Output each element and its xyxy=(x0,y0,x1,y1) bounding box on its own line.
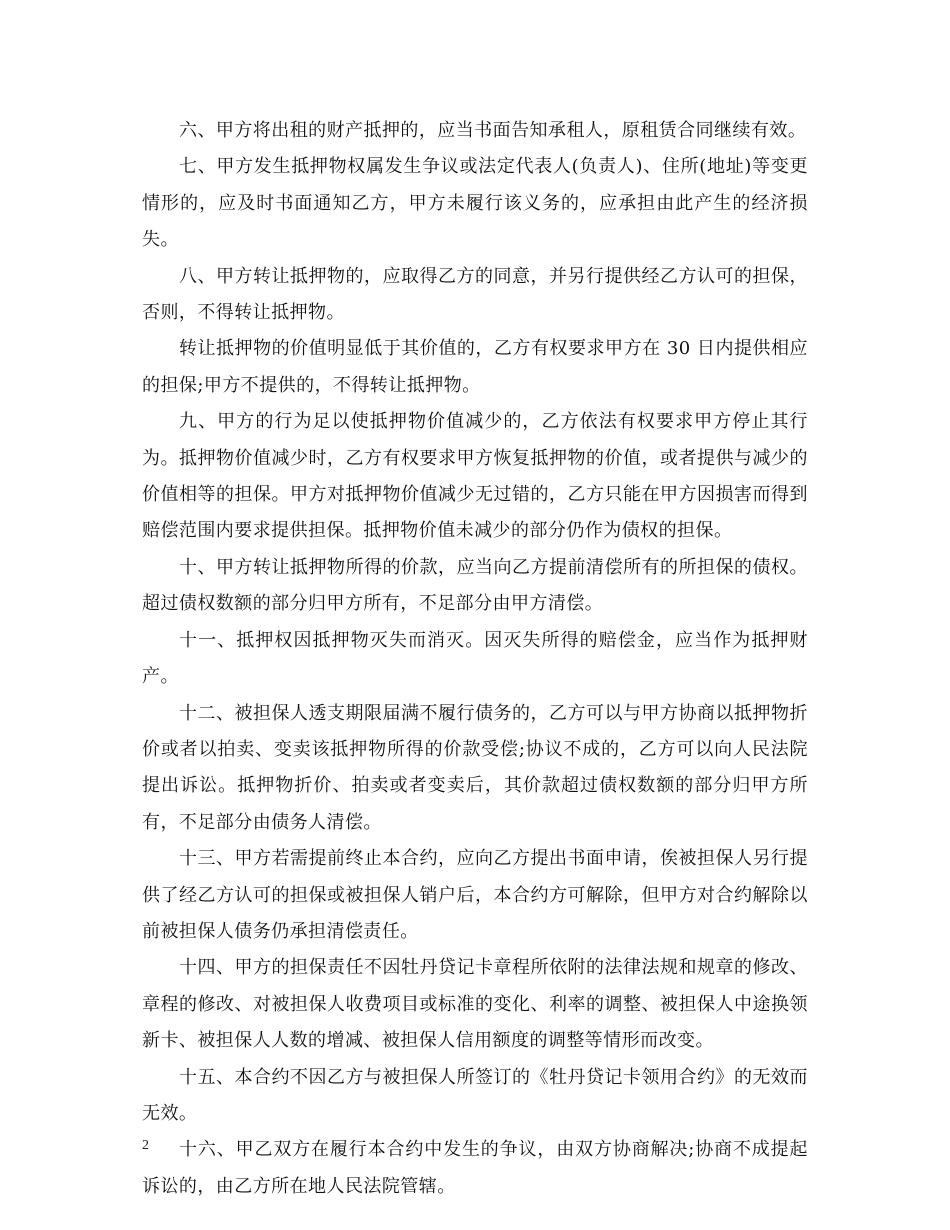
clause-13-paragraph: 十三、甲方若需提前终止本合约，应向乙方提出书面申请，俟被担保人另行提供了经乙方认可的担保或被担保人销户后，本合约方可解除，但甲方对合约解除以前被担保人债务仍承担清偿责任。 xyxy=(142,848,808,942)
clause-16-paragraph: 十六、甲乙双方在履行本合约中发生的争议，由双方协商解决;协商不成提起诉讼的，由乙方所在地人民法院管辖。 xyxy=(142,1139,808,1197)
document-body xyxy=(142,113,808,1205)
clause-7-paragraph: 七、甲方发生抵押物权属发生争议或法定代表人(负责人)、住所(地址)等变更情形的，应及时书面通知乙方，甲方未履行该义务的，应承担由此产生的经济损失。 xyxy=(142,156,808,251)
clause-11-paragraph: 十一、抵押权因抵押物灭失而消灭。因灭失所得的赔偿金，应当作为抵押财产。 xyxy=(142,629,808,688)
clause-14-paragraph: 十四、甲方的担保责任不因牡丹贷记卡章程所依附的法律法规和规章的修改、章程的修改、对被担保人收费项目或标准的变化、利率的调整、被担保人中途换领新卡、被担保人人数的增减、被担保人信用额度的调整等情形而改变。 xyxy=(142,957,808,1052)
clause-15-paragraph: 十五、本合约不因乙方与被担保人所签订的《牡丹贷记卡领用合约》的无效而无效。 xyxy=(142,1066,808,1124)
clause-8-continuation-paragraph: 转让抵押物的价值明显低于其价值的，乙方有权要求甲方在 30 日内提供相应的担保;甲方不提供的，不得转让抵押物。 xyxy=(142,338,808,396)
clause-12-paragraph: 十二、被担保人透支期限届满不履行债务的，乙方可以与甲方协商以抵押物折价或者以拍卖、变卖该抵押物所得的价款受偿;协议不成的，乙方可以向人民法院提出诉讼。抵押物折价、拍卖或者变卖后，其价款超过债权数额的部分归甲方所有，不足部分由债务人清偿。 xyxy=(142,702,808,833)
clause-9-paragraph: 九、甲方的行为足以使抵押物价值减少的，乙方依法有权要求甲方停止其行为。抵押物价值减少时，乙方有权要求甲方恢复抵押物的价值，或者提供与减少的价值相等的担保。甲方对抵押物价值减少无过错的，乙方只能在甲方因损害而得到赔偿范围内要求提供担保。抵押物价值未减少的部分仍作为债权的担保。 xyxy=(142,411,808,542)
page-number: 2 xyxy=(142,1138,149,1153)
clause-10-paragraph: 十、甲方转让抵押物所得的价款，应当向乙方提前清偿所有的所担保的债权。超过债权数额的部分归甲方所有，不足部分由甲方清偿。 xyxy=(142,556,808,615)
clause-6-paragraph: 六、甲方将出租的财产抵押的，应当书面告知承租人，原租赁合同继续有效。 xyxy=(179,120,807,141)
clause-8-paragraph: 八、甲方转让抵押物的，应取得乙方的同意，并另行提供经乙方认可的担保，否则，不得转让抵押物。 xyxy=(142,265,808,324)
